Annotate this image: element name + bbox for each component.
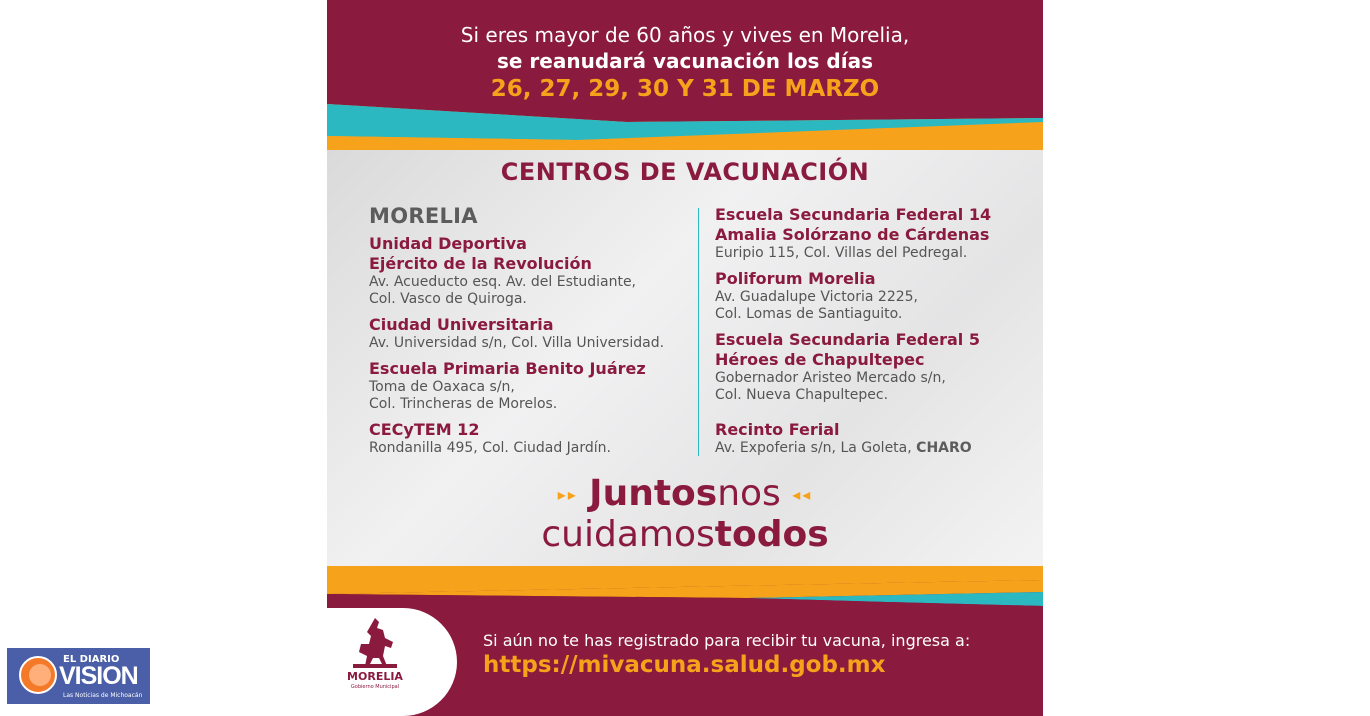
watermark-logo (7, 648, 150, 704)
center-entry (369, 234, 699, 308)
center-name: Unidad Deportiva (369, 234, 527, 253)
center-address-text: Av. Expoferia s/n, La Goleta, (715, 440, 912, 456)
slogan-word: Juntos (589, 473, 718, 514)
center-address: Av. Guadalupe Victoria 2225, (715, 289, 918, 305)
slogan-word: nos (717, 473, 781, 514)
watermark-main: VISION (59, 662, 138, 690)
eye-icon (19, 656, 57, 694)
center-address: Col. Lomas de Santiaguito. (715, 306, 903, 322)
center-entry (369, 420, 699, 457)
center-address: Col. Nueva Chapultepec. (715, 387, 889, 403)
center-entry (715, 330, 1035, 404)
center-address: Av. Acueducto esq. Av. del Estudiante, (369, 274, 637, 290)
header-line2: se reanudará vacunación los días (496, 49, 873, 73)
header-dates: 26, 27, 29, 30 Y 31 DE MARZO (490, 76, 880, 102)
center-address: Col. Vasco de Quiroga. (369, 291, 527, 307)
center-entry (369, 315, 699, 352)
center-address: Rondanilla 495, Col. Ciudad Jardín. (369, 440, 611, 456)
center-name: Ciudad Universitaria (369, 315, 554, 334)
center-entry (369, 359, 699, 413)
center-name: Amalia Solórzano de Cárdenas (715, 225, 990, 244)
header-line1: Si eres mayor de 60 años y vives en Morelia, (460, 23, 910, 47)
center-name: Escuela Secundaria Federal 5 (715, 330, 980, 349)
right-column (715, 205, 1035, 464)
center-address: Av. Universidad s/n, Col. Villa Universidad. (369, 335, 665, 351)
slogan-word: cuidamos (541, 514, 715, 555)
center-entry (715, 420, 1035, 457)
slogan-line1 (327, 474, 1043, 515)
arrows-right-icon: ▸▸ (557, 485, 578, 504)
center-name: Héroes de Chapultepec (715, 350, 925, 369)
arrows-left-icon: ◂◂ (792, 485, 813, 504)
center-address: Euripio 115, Col. Villas del Pedregal. (715, 245, 968, 261)
center-name: Ejército de la Revolución (369, 254, 592, 273)
center-name: Escuela Primaria Benito Juárez (369, 359, 646, 378)
municipality-logo-badge (327, 608, 457, 716)
horse-rider-icon (345, 612, 405, 672)
logo-name: MORELIA (347, 670, 403, 683)
center-address: Toma de Oaxaca s/n, (369, 379, 515, 395)
section-title: CENTROS DE VACUNACIÓN (500, 158, 870, 186)
center-name: Escuela Secundaria Federal 14 (715, 205, 992, 224)
city-heading: MORELIA (369, 204, 478, 228)
center-address: Col. Trincheras de Morelos. (369, 396, 558, 412)
center-address (715, 440, 1035, 457)
left-column (369, 204, 699, 464)
registration-url: https://mivacuna.salud.gob.mx (483, 652, 886, 678)
watermark-sub: Las Noticias de Michoacán (63, 692, 143, 699)
column-divider (698, 208, 699, 456)
center-entry (715, 269, 1035, 323)
vaccination-poster (327, 0, 1043, 716)
slogan-word: todos (714, 514, 829, 555)
logo-subtitle: Gobierno Municipal (350, 684, 400, 690)
center-name: CECyTEM 12 (369, 420, 480, 439)
center-entry (715, 205, 1035, 262)
center-name: Recinto Ferial (715, 420, 840, 439)
municipality-name: CHARO (916, 440, 972, 456)
center-name: Poliforum Morelia (715, 269, 876, 288)
center-address: Gobernador Aristeo Mercado s/n, (715, 370, 946, 386)
watermark-top: EL DIARIO (63, 654, 120, 665)
slogan-line2 (327, 515, 1043, 555)
slogan (327, 474, 1043, 555)
header-text (327, 22, 1043, 104)
register-text: Si aún no te has registrado para recibir tu vacuna, ingresa a: (483, 631, 971, 650)
